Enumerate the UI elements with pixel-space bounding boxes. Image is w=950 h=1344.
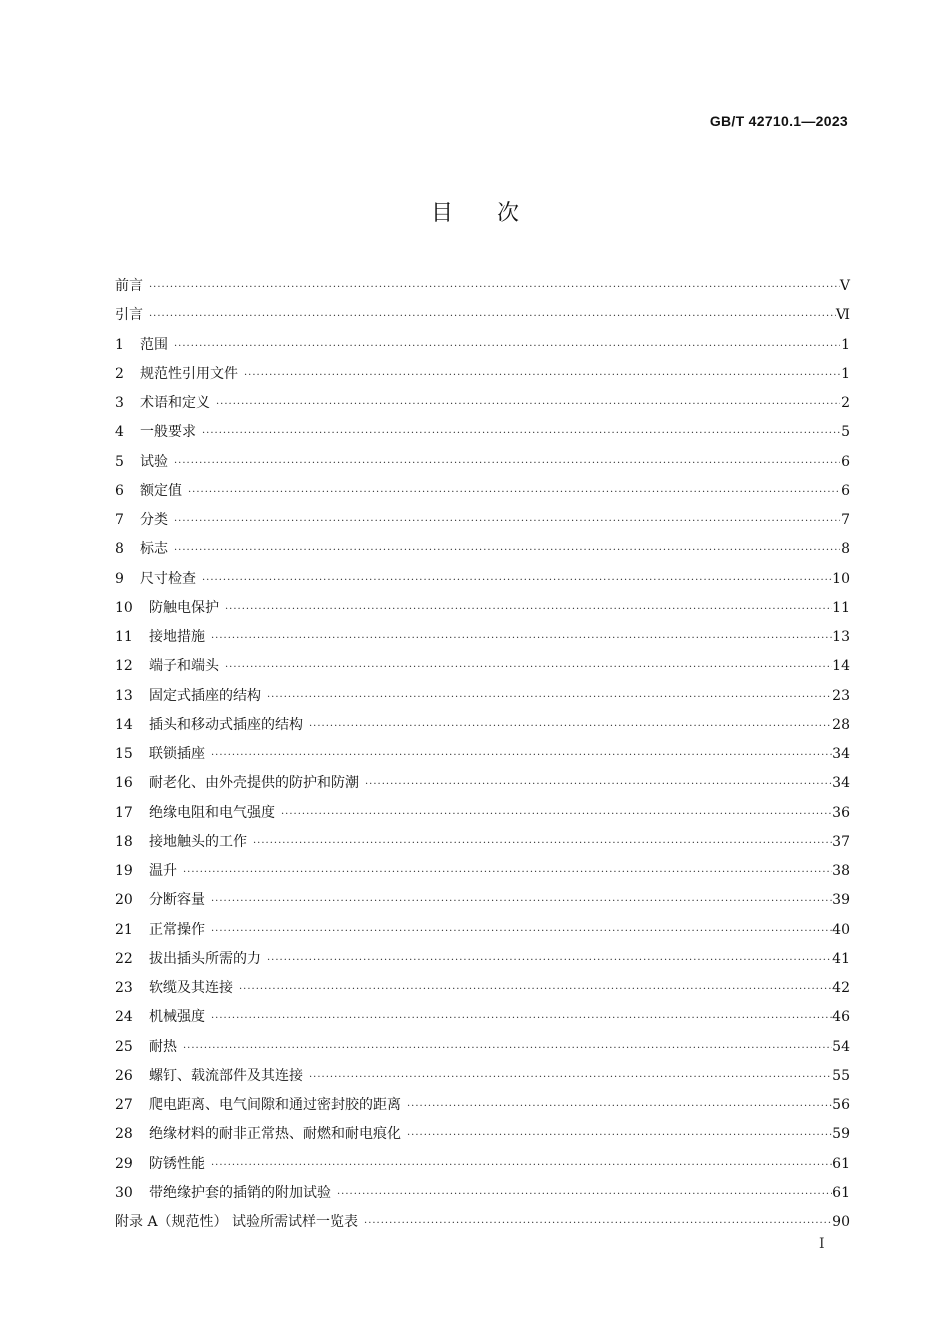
toc-entry-label: 耐老化、由外壳提供的防护和防潮	[149, 775, 359, 792]
toc-entry[interactable]	[115, 1208, 850, 1237]
toc-entry-number: 27	[115, 1097, 133, 1113]
toc-leader-dots	[335, 1180, 832, 1209]
toc-entry-label: 防触电保护	[149, 599, 219, 616]
page-title-part1: 目	[430, 201, 453, 226]
toc-entry-page: 10	[832, 570, 850, 587]
toc-entry[interactable]	[115, 916, 850, 945]
toc-entry-label: 温升	[149, 863, 177, 879]
toc-entry-number: 3	[115, 395, 124, 411]
toc-leader-dots	[265, 946, 832, 975]
toc-entry-number: 18	[115, 833, 133, 850]
toc-entry-number: 21	[115, 921, 133, 938]
toc-leader-dots	[209, 624, 832, 653]
toc-entry-label: 软缆及其连接	[149, 980, 233, 996]
toc-leader-dots	[405, 1121, 832, 1150]
toc-leader-dots	[172, 332, 840, 361]
toc-entry[interactable]	[115, 301, 850, 330]
toc-entry-number: 12	[115, 658, 133, 675]
toc-entry-page: 42	[832, 980, 850, 996]
toc-leader-dots	[223, 595, 832, 624]
toc-entry-number: 16	[115, 775, 133, 792]
toc-entry-number: 4	[115, 424, 124, 441]
toc-entry-page: 54	[832, 1038, 850, 1055]
toc-leader-dots	[147, 273, 840, 302]
toc-leader-dots	[200, 566, 832, 595]
toc-entry-page: 7	[841, 512, 850, 528]
toc-entry-page: 36	[832, 804, 850, 821]
toc-entry-number: 23	[115, 980, 133, 996]
toc-entry[interactable]	[115, 652, 850, 681]
toc-entry-number: 8	[115, 541, 124, 558]
toc-entry-label: 规范性引用文件	[140, 365, 238, 382]
toc-entry[interactable]	[115, 448, 850, 477]
toc-entry[interactable]	[115, 418, 850, 447]
toc-entry-number: 2	[115, 365, 124, 382]
toc-entry-number: 22	[115, 950, 133, 967]
toc-entry-label: 接地触头的工作	[149, 833, 247, 850]
toc-leader-dots	[223, 653, 832, 682]
table-of-contents	[115, 272, 850, 1237]
toc-entry[interactable]	[115, 565, 850, 594]
toc-entry[interactable]	[115, 535, 850, 564]
toc-entry-label: 分类	[140, 512, 168, 528]
toc-entry-label: 拔出插头所需的力	[149, 950, 261, 967]
toc-entry-number: 13	[115, 687, 133, 704]
toc-entry-page: 41	[832, 950, 850, 967]
toc-entry-number: 25	[115, 1038, 133, 1055]
toc-entry-number: 26	[115, 1067, 133, 1084]
toc-leader-dots	[209, 887, 832, 916]
toc-entry[interactable]	[115, 740, 850, 769]
toc-entry-number: 5	[115, 453, 124, 470]
toc-entry-number: 10	[115, 599, 133, 616]
toc-leader-dots	[147, 302, 836, 331]
toc-entry-number: 29	[115, 1155, 133, 1172]
toc-leader-dots	[214, 390, 840, 419]
toc-entry-page: 14	[832, 658, 850, 675]
toc-entry-label: 爬电距离、电气间隙和通过密封胶的距离	[149, 1097, 401, 1113]
toc-entry-page: 34	[832, 746, 850, 762]
toc-entry-label: 插头和移动式插座的结构	[149, 716, 303, 733]
standard-code: GB/T 42710.1—2023	[709, 113, 848, 129]
toc-entry[interactable]	[115, 711, 850, 740]
toc-entry-page: 38	[832, 863, 850, 879]
toc-entry[interactable]	[115, 799, 850, 828]
toc-entry-label: 一般要求	[140, 424, 196, 441]
toc-entry-label: 分断容量	[149, 892, 205, 909]
toc-entry-page: Ⅵ	[835, 307, 850, 324]
toc-entry[interactable]	[115, 769, 850, 798]
toc-leader-dots	[363, 770, 832, 799]
toc-leader-dots	[200, 419, 840, 448]
toc-entry-label: 螺钉、载流部件及其连接	[149, 1067, 303, 1084]
toc-entry-page: 23	[832, 687, 850, 704]
toc-entry-page: 6	[841, 453, 850, 470]
toc-leader-dots	[209, 1151, 832, 1180]
toc-entry-page: 28	[832, 716, 850, 733]
toc-entry-number: 24	[115, 1009, 133, 1026]
toc-entry[interactable]	[115, 331, 850, 360]
toc-entry[interactable]	[115, 1091, 850, 1120]
toc-entry-page: 5	[841, 424, 850, 441]
toc-leader-dots	[279, 800, 832, 829]
page-title-part2: 次	[497, 201, 520, 226]
toc-entry-label: 端子和端头	[149, 658, 219, 675]
toc-entry-page: 90	[832, 1214, 850, 1230]
toc-entry-number: 20	[115, 892, 133, 909]
toc-leader-dots	[237, 975, 832, 1004]
toc-leader-dots	[209, 1004, 832, 1033]
toc-entry-label: 标志	[140, 541, 168, 558]
toc-leader-dots	[181, 858, 832, 887]
toc-leader-dots	[251, 829, 832, 858]
toc-entry[interactable]	[115, 477, 850, 506]
toc-leader-dots	[307, 1063, 832, 1092]
toc-leader-dots	[172, 507, 840, 536]
toc-entry-label: 耐热	[149, 1038, 177, 1055]
toc-entry-label: 前言	[115, 278, 143, 294]
toc-entry-page: 61	[832, 1155, 850, 1172]
toc-entry[interactable]	[115, 594, 850, 623]
toc-leader-dots	[181, 1034, 832, 1063]
toc-entry[interactable]	[115, 1003, 850, 1032]
toc-entry[interactable]	[115, 272, 850, 301]
toc-entry-page: 34	[832, 775, 850, 792]
toc-entry-label: 接地措施	[149, 629, 205, 645]
toc-entry-number: 14	[115, 716, 133, 733]
toc-entry-page: 40	[832, 921, 850, 938]
toc-entry-page: 1	[841, 365, 850, 382]
toc-entry-label: 固定式插座的结构	[149, 687, 261, 704]
toc-entry-label: 防锈性能	[149, 1155, 205, 1172]
toc-entry-page: 2	[841, 395, 850, 411]
toc-entry-label: 附录 A（规范性） 试验所需试样一览表	[115, 1214, 359, 1230]
toc-entry-page: 61	[832, 1184, 850, 1201]
toc-entry-label: 绝缘电阻和电气强度	[149, 804, 275, 821]
toc-leader-dots	[362, 1209, 832, 1238]
toc-entry-label: 范围	[140, 336, 168, 353]
toc-leader-dots	[186, 478, 840, 507]
toc-leader-dots	[209, 741, 832, 770]
toc-entry[interactable]	[115, 945, 850, 974]
toc-entry-number: 7	[115, 512, 124, 528]
toc-entry[interactable]	[115, 828, 850, 857]
toc-entry-page: 56	[832, 1097, 850, 1113]
toc-entry-label: 术语和定义	[140, 395, 210, 411]
toc-entry[interactable]	[115, 974, 850, 1003]
toc-entry-number: 1	[115, 336, 124, 353]
toc-leader-dots	[405, 1092, 832, 1121]
toc-entry-number: 9	[115, 570, 124, 587]
toc-leader-dots	[242, 361, 840, 390]
toc-entry-label: 带绝缘护套的插销的附加试验	[149, 1184, 331, 1201]
toc-entry-number: 17	[115, 804, 133, 821]
toc-entry-page: 11	[832, 599, 850, 616]
toc-entry[interactable]	[115, 1179, 850, 1208]
toc-entry[interactable]	[115, 1062, 850, 1091]
toc-entry-number: 28	[115, 1126, 133, 1143]
toc-entry-label: 额定值	[140, 482, 182, 499]
toc-entry-label: 绝缘材料的耐非正常热、耐燃和耐电痕化	[149, 1126, 401, 1143]
page-title	[0, 196, 950, 227]
toc-entry-page: Ⅴ	[839, 278, 850, 294]
page-number: Ⅰ	[819, 1236, 825, 1252]
toc-entry-page: 46	[832, 1009, 850, 1026]
toc-leader-dots	[209, 917, 832, 946]
toc-entry[interactable]	[115, 360, 850, 389]
toc-leader-dots	[172, 449, 840, 478]
toc-entry-page: 39	[832, 892, 850, 909]
toc-entry[interactable]	[115, 389, 850, 418]
toc-entry-label: 正常操作	[149, 921, 205, 938]
toc-leader-dots	[265, 683, 832, 712]
toc-entry-page: 1	[841, 336, 850, 353]
toc-entry-page: 13	[832, 629, 850, 645]
toc-entry-number: 6	[115, 482, 124, 499]
toc-entry-number: 30	[115, 1184, 133, 1201]
toc-entry[interactable]	[115, 506, 850, 535]
toc-entry-number: 19	[115, 863, 133, 879]
toc-leader-dots	[307, 712, 832, 741]
toc-entry[interactable]	[115, 886, 850, 915]
toc-entry-label: 试验	[140, 453, 168, 470]
toc-entry-label: 引言	[115, 307, 143, 324]
toc-entry-page: 8	[841, 541, 850, 558]
toc-entry-number: 15	[115, 746, 133, 762]
toc-entry-label: 联锁插座	[149, 746, 205, 762]
toc-leader-dots	[172, 536, 840, 565]
toc-entry-page: 37	[832, 833, 850, 850]
toc-entry[interactable]	[115, 1033, 850, 1062]
toc-entry[interactable]	[115, 1120, 850, 1149]
toc-entry-number: 11	[115, 629, 133, 645]
toc-entry-label: 机械强度	[149, 1009, 205, 1026]
toc-entry-label: 尺寸检查	[140, 570, 196, 587]
toc-entry-page: 55	[832, 1067, 850, 1084]
toc-entry-page: 6	[841, 482, 850, 499]
toc-entry-page: 59	[832, 1126, 850, 1143]
toc-entry[interactable]	[115, 623, 850, 652]
toc-entry[interactable]	[115, 1150, 850, 1179]
toc-entry[interactable]	[115, 857, 850, 886]
toc-entry[interactable]	[115, 682, 850, 711]
